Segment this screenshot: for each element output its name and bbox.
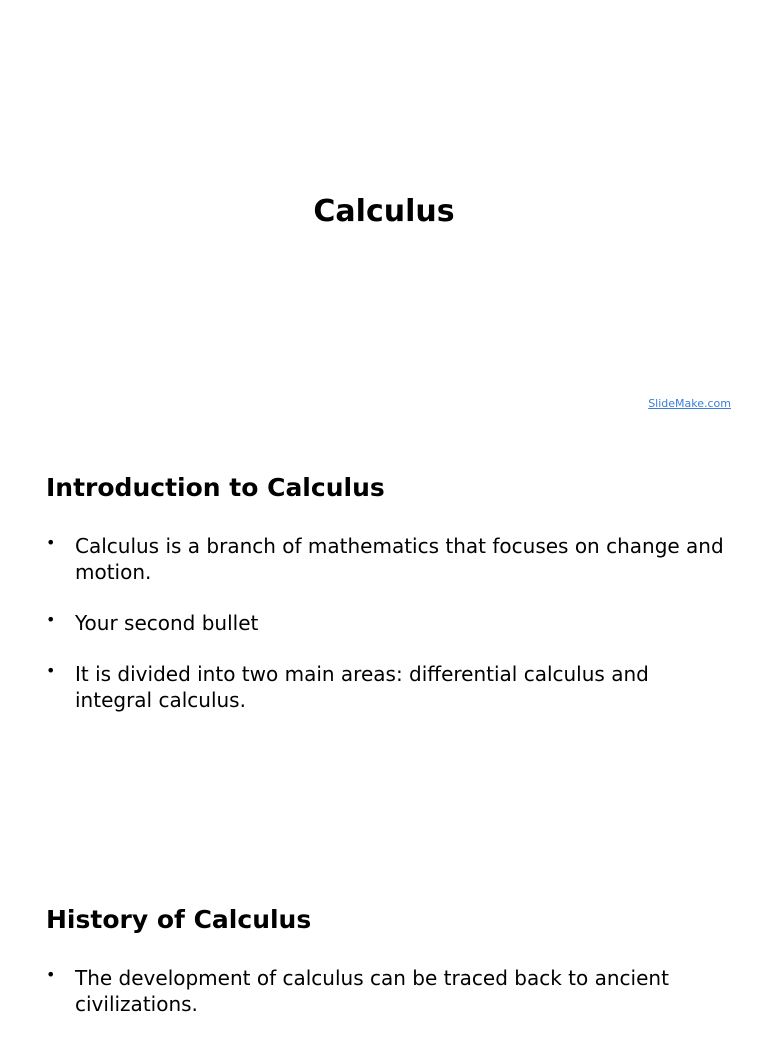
slide-title: Calculus (313, 194, 455, 229)
history-bullet-list (46, 965, 732, 1042)
bullet-item (46, 965, 732, 1017)
bullet-text: The development of calculus can be traced back to ancient civilizations. (75, 966, 669, 1016)
bullet-dot-icon: • (46, 610, 56, 629)
history-slide (0, 864, 768, 1024)
title-slide (0, 0, 768, 432)
bullet-dot-icon: • (46, 533, 56, 552)
bullet-item (46, 533, 732, 585)
slidemake-link[interactable]: SlideMake.com (648, 397, 731, 410)
bullet-text: Calculus is a branch of mathematics that focuses on change and motion. (75, 534, 724, 584)
bullet-item (46, 661, 732, 713)
bullet-item (46, 610, 732, 636)
bullet-text: It is divided into two main areas: differential calculus and integral calculus. (75, 662, 649, 712)
intro-heading: Introduction to Calculus (46, 473, 385, 502)
bullet-dot-icon: • (46, 661, 56, 680)
intro-bullet-list (46, 533, 732, 738)
bullet-text: Your second bullet (75, 611, 259, 635)
intro-slide (0, 432, 768, 864)
bullet-dot-icon: • (46, 965, 56, 984)
history-heading: History of Calculus (46, 905, 312, 934)
